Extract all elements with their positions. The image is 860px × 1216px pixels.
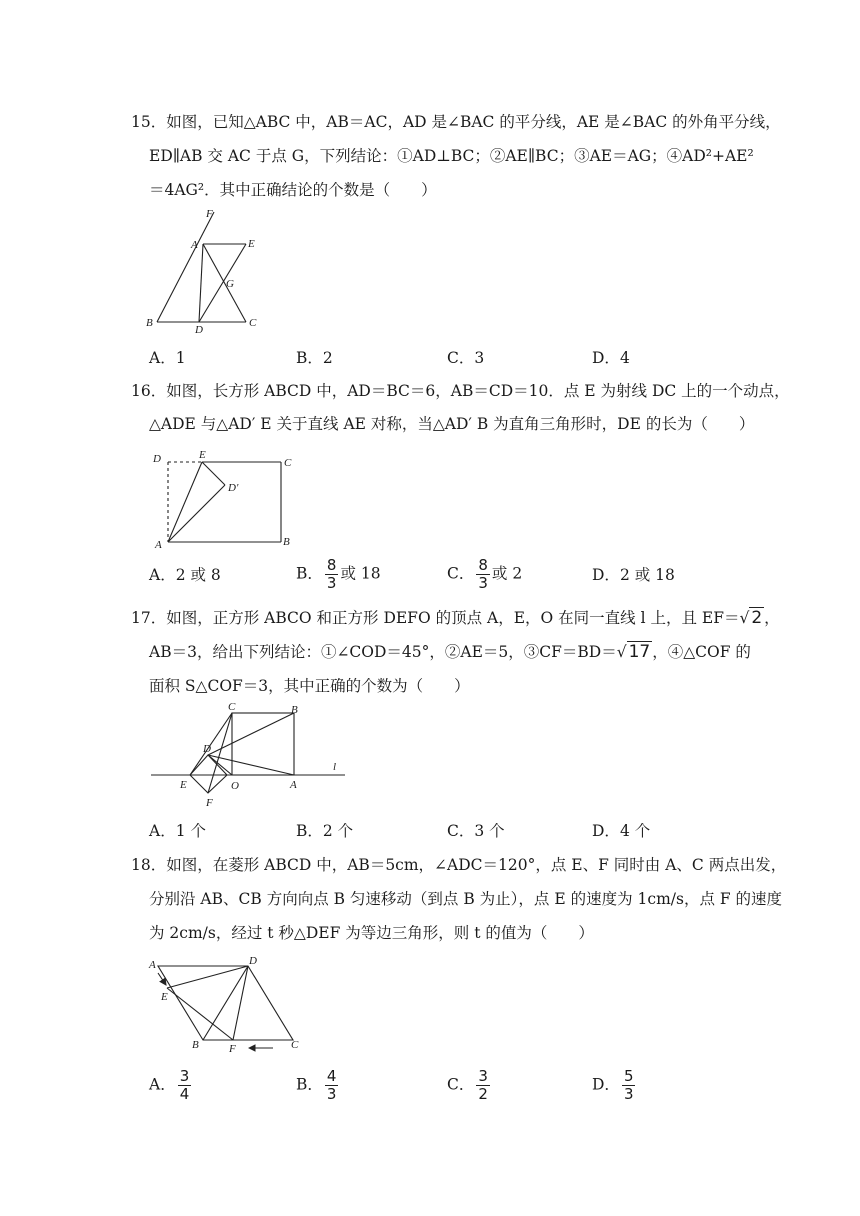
q17-label-l: l bbox=[333, 761, 337, 773]
denominator: 3 bbox=[326, 574, 337, 592]
option-letter: A． bbox=[149, 566, 176, 584]
q17-label-e: E bbox=[180, 779, 187, 791]
denominator: 2 bbox=[478, 1085, 488, 1103]
q16-label-c: C bbox=[284, 457, 292, 469]
q16-option-b bbox=[296, 557, 381, 592]
text-segment: ， bbox=[764, 609, 780, 627]
denominator: 3 bbox=[623, 1085, 634, 1103]
option-letter: B． bbox=[296, 1075, 323, 1094]
q18-label-b: B bbox=[192, 1039, 199, 1051]
option-text: 3 个 bbox=[474, 822, 505, 840]
q15-label-e: E bbox=[248, 238, 255, 250]
q18-option-b bbox=[296, 1068, 340, 1103]
option-text: 4 bbox=[619, 349, 630, 367]
q18-line-3: 为 2cm/s，经过 t 秒△DEF 为等边三角形，则 t 的值为（ ） bbox=[149, 924, 594, 942]
option-letter: A． bbox=[149, 1075, 176, 1094]
fraction bbox=[622, 1068, 636, 1103]
text-segment: ，④△COF 的 bbox=[652, 643, 751, 661]
option-text: 2 或 18 bbox=[619, 566, 675, 584]
q16-label-a: A bbox=[155, 539, 162, 550]
q17-option-b bbox=[296, 821, 353, 841]
fraction bbox=[325, 557, 339, 592]
sqrt-expression: √ 2 bbox=[739, 608, 763, 628]
q15-option-b bbox=[296, 348, 333, 368]
option-text: 或 2 bbox=[491, 564, 523, 583]
option-letter: B． bbox=[296, 349, 323, 367]
option-letter: D． bbox=[592, 349, 620, 367]
denominator: 4 bbox=[179, 1085, 190, 1103]
denominator: 3 bbox=[478, 574, 488, 592]
q15-figure bbox=[140, 205, 270, 335]
q17-label-a: A bbox=[290, 779, 297, 791]
denominator: 3 bbox=[326, 1085, 337, 1103]
q15-label-d: D bbox=[195, 324, 203, 335]
q16-figure bbox=[145, 445, 305, 550]
q18-option-c bbox=[447, 1068, 492, 1103]
q18-figure bbox=[145, 950, 315, 1060]
option-letter: C． bbox=[447, 822, 475, 840]
q16-line-1: 16．如图，长方形 ABCD 中，AD＝BC＝6，AB＝CD＝10．点 E 为射线 DC 上的一个动点， bbox=[131, 382, 790, 400]
q17-line-2 bbox=[149, 642, 751, 662]
option-text: 2 bbox=[322, 349, 333, 367]
option-text: 3 bbox=[474, 349, 485, 367]
q16-label-d-prime: D' bbox=[228, 482, 239, 494]
q15-line-1: 15．如图，已知△ABC 中，AB＝AC，AD 是∠BAC 的平分线，AE 是∠BAC 的外角平分线， bbox=[131, 113, 781, 131]
q15-line-2: ED∥AB 交 AC 于点 G，下列结论：①AD⊥BC；②AE∥BC；③AE＝AG；④AD²+AE² bbox=[149, 147, 754, 165]
q15-label-g: G bbox=[226, 278, 234, 290]
numerator: 8 bbox=[478, 556, 488, 574]
q17-option-d bbox=[592, 821, 650, 841]
option-letter: D． bbox=[592, 1075, 620, 1094]
q16-label-d: D bbox=[153, 453, 161, 465]
option-letter: B． bbox=[296, 564, 323, 583]
option-text: 或 18 bbox=[340, 564, 381, 583]
option-text: 4 个 bbox=[619, 822, 651, 840]
q17-figure bbox=[145, 700, 355, 815]
q15-label-c: C bbox=[249, 317, 257, 329]
q18-label-d: D bbox=[249, 955, 257, 967]
option-text: 2 个 bbox=[322, 822, 354, 840]
q18-option-a bbox=[149, 1068, 193, 1103]
numerator: 8 bbox=[326, 556, 337, 574]
fraction bbox=[178, 1068, 192, 1103]
radicand: 2 bbox=[751, 608, 763, 628]
q18-option-d bbox=[592, 1068, 637, 1103]
q17-option-c bbox=[447, 821, 505, 841]
q17-line-3: 面积 S△COF＝3，其中正确的个数为（ ） bbox=[149, 677, 470, 695]
fraction bbox=[325, 1068, 339, 1103]
option-letter: C． bbox=[447, 1075, 475, 1094]
q17-option-a bbox=[149, 821, 206, 841]
q15-option-c bbox=[447, 348, 484, 368]
numerator: 3 bbox=[478, 1067, 488, 1085]
option-letter: C． bbox=[447, 349, 475, 367]
option-letter: C． bbox=[447, 564, 475, 583]
fraction bbox=[476, 557, 490, 592]
option-letter: B． bbox=[296, 822, 323, 840]
q16-option-d bbox=[592, 565, 675, 585]
q16-line-2: △ADE 与△AD′ E 关于直线 AE 对称，当△AD′ B 为直角三角形时，DE 的长为（ ） bbox=[149, 415, 755, 433]
numerator: 5 bbox=[623, 1067, 634, 1085]
q18-label-a: A bbox=[149, 959, 156, 971]
option-text: 1 bbox=[175, 349, 186, 367]
radicand: 17 bbox=[628, 642, 651, 662]
q18-label-e: E bbox=[161, 991, 168, 1003]
q15-option-d bbox=[592, 348, 630, 368]
q18-label-f: F bbox=[229, 1043, 236, 1055]
q16-option-c bbox=[447, 557, 522, 592]
text-segment: 17．如图，正方形 ABCO 和正方形 DEFO 的顶点 A，E，O 在同一直线 l 上，且 EF＝ bbox=[131, 609, 740, 627]
fraction bbox=[476, 1068, 490, 1103]
q17-line-1 bbox=[131, 608, 780, 628]
numerator: 4 bbox=[326, 1067, 337, 1085]
q18-line-1: 18．如图，在菱形 ABCD 中，AB＝5cm，∠ADC＝120°，点 E、F 同时由 A、C 两点出发， bbox=[131, 856, 787, 874]
q15-label-a: A bbox=[191, 239, 198, 251]
q17-label-d: D bbox=[203, 743, 211, 755]
q17-label-c: C bbox=[228, 701, 236, 713]
option-text: 2 或 8 bbox=[175, 566, 221, 584]
q15-label-f: F bbox=[206, 208, 213, 220]
q17-label-b: B bbox=[291, 704, 298, 716]
option-letter: D． bbox=[592, 566, 620, 584]
q15-line-3: ＝4AG²．其中正确结论的个数是（ ） bbox=[149, 181, 437, 199]
option-letter: D． bbox=[592, 822, 620, 840]
option-text: 1 个 bbox=[175, 822, 206, 840]
q15-label-b: B bbox=[146, 317, 153, 329]
option-letter: A． bbox=[149, 822, 176, 840]
q17-label-o: O bbox=[231, 780, 239, 792]
q16-label-e: E bbox=[199, 449, 206, 461]
q18-label-c: C bbox=[291, 1039, 299, 1051]
q16-label-b: B bbox=[283, 536, 290, 548]
q17-label-f: F bbox=[206, 797, 213, 809]
text-segment: AB＝3，给出下列结论：①∠COD＝45°，②AE＝5，③CF＝BD＝ bbox=[149, 643, 617, 661]
numerator: 3 bbox=[179, 1067, 190, 1085]
option-letter: A． bbox=[149, 349, 176, 367]
q18-line-2: 分别沿 AB、CB 方向向点 B 匀速移动（到点 B 为止），点 E 的速度为 1cm/s，点 F 的速度 bbox=[149, 890, 783, 908]
sqrt-expression: √ 17 bbox=[616, 642, 651, 662]
q16-option-a bbox=[149, 565, 221, 585]
q15-option-a bbox=[149, 348, 186, 368]
